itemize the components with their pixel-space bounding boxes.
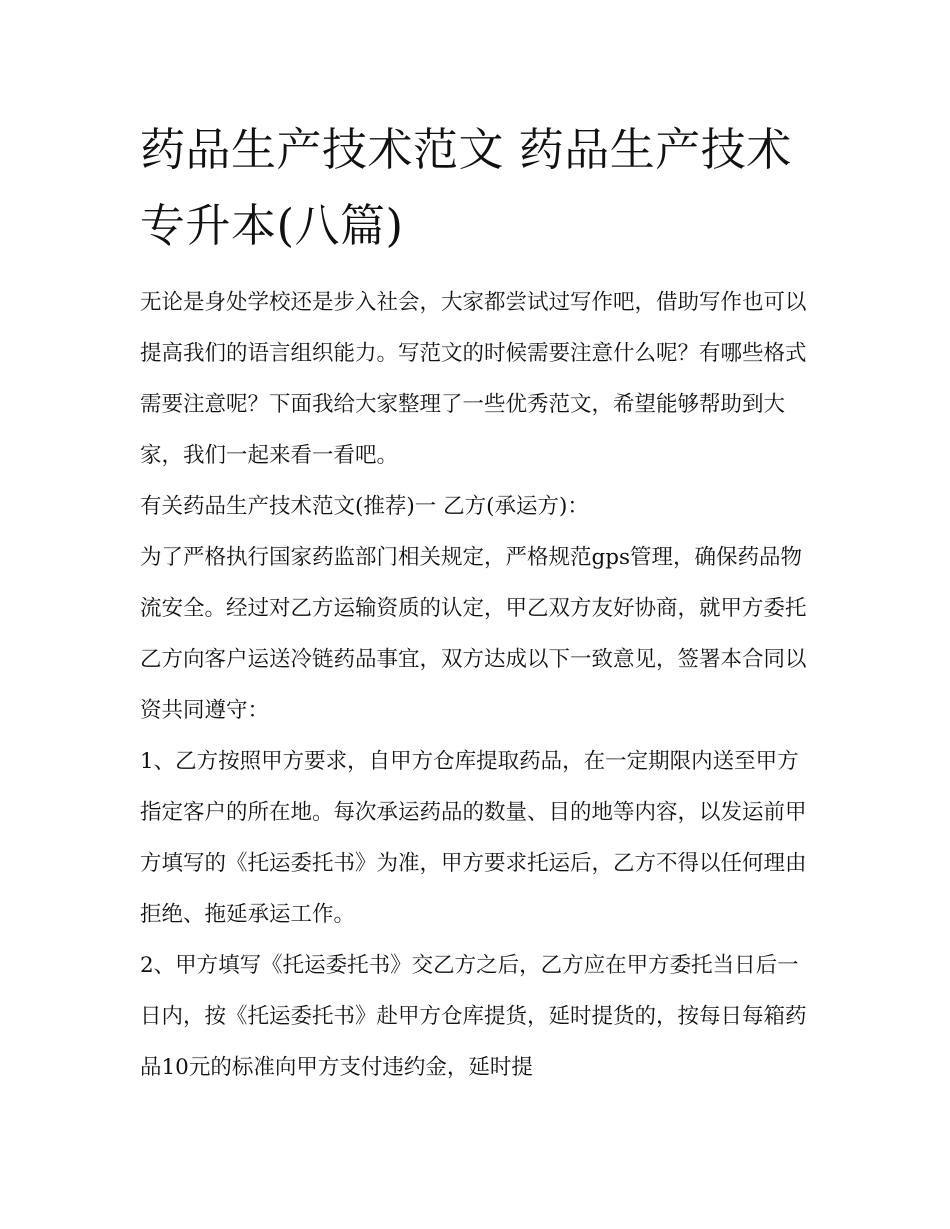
document-body — [140, 277, 815, 1093]
clause-1-paragraph: 1、乙方按照甲方要求，自甲方仓库提取药品，在一定期限内送至甲方指定客户的所在地。每次承运药品的数量、目的地等内容，以发运前甲方填写的《托运委托书》为准，甲方要求托运后，乙方不得以任何理由拒绝、拖延承运工作。 — [140, 749, 807, 927]
document-title: 药品生产技术范文 药品生产技术专升本(八篇) — [140, 123, 792, 252]
contract-preamble-paragraph: 为了严格执行国家药监部门相关规定，严格规范gps管理，确保药品物流安全。经过对乙方运输资质的认定，甲乙双方友好协商，就甲方委托乙方向客户运送冷链药品事宜，双方达成以下一致意见，签署本合同以资共同遵守： — [140, 545, 807, 723]
intro-paragraph: 无论是身处学校还是步入社会，大家都尝试过写作吧，借助写作也可以提高我们的语言组织能力。写范文的时候需要注意什么呢？有哪些格式需要注意呢？下面我给大家整理了一些优秀范文，希望能够帮助到大家，我们一起来看一看吧。 — [140, 290, 807, 468]
clause-2-paragraph: 2、甲方填写《托运委托书》交乙方之后，乙方应在甲方委托当日后一日内，按《托运委托书》赴甲方仓库提货，延时提货的，按每日每箱药品10元的标准向甲方支付违约金，延时提 — [140, 953, 807, 1080]
section-heading: 有关药品生产技术范文(推荐)一 乙方(承运方)： — [140, 494, 589, 519]
